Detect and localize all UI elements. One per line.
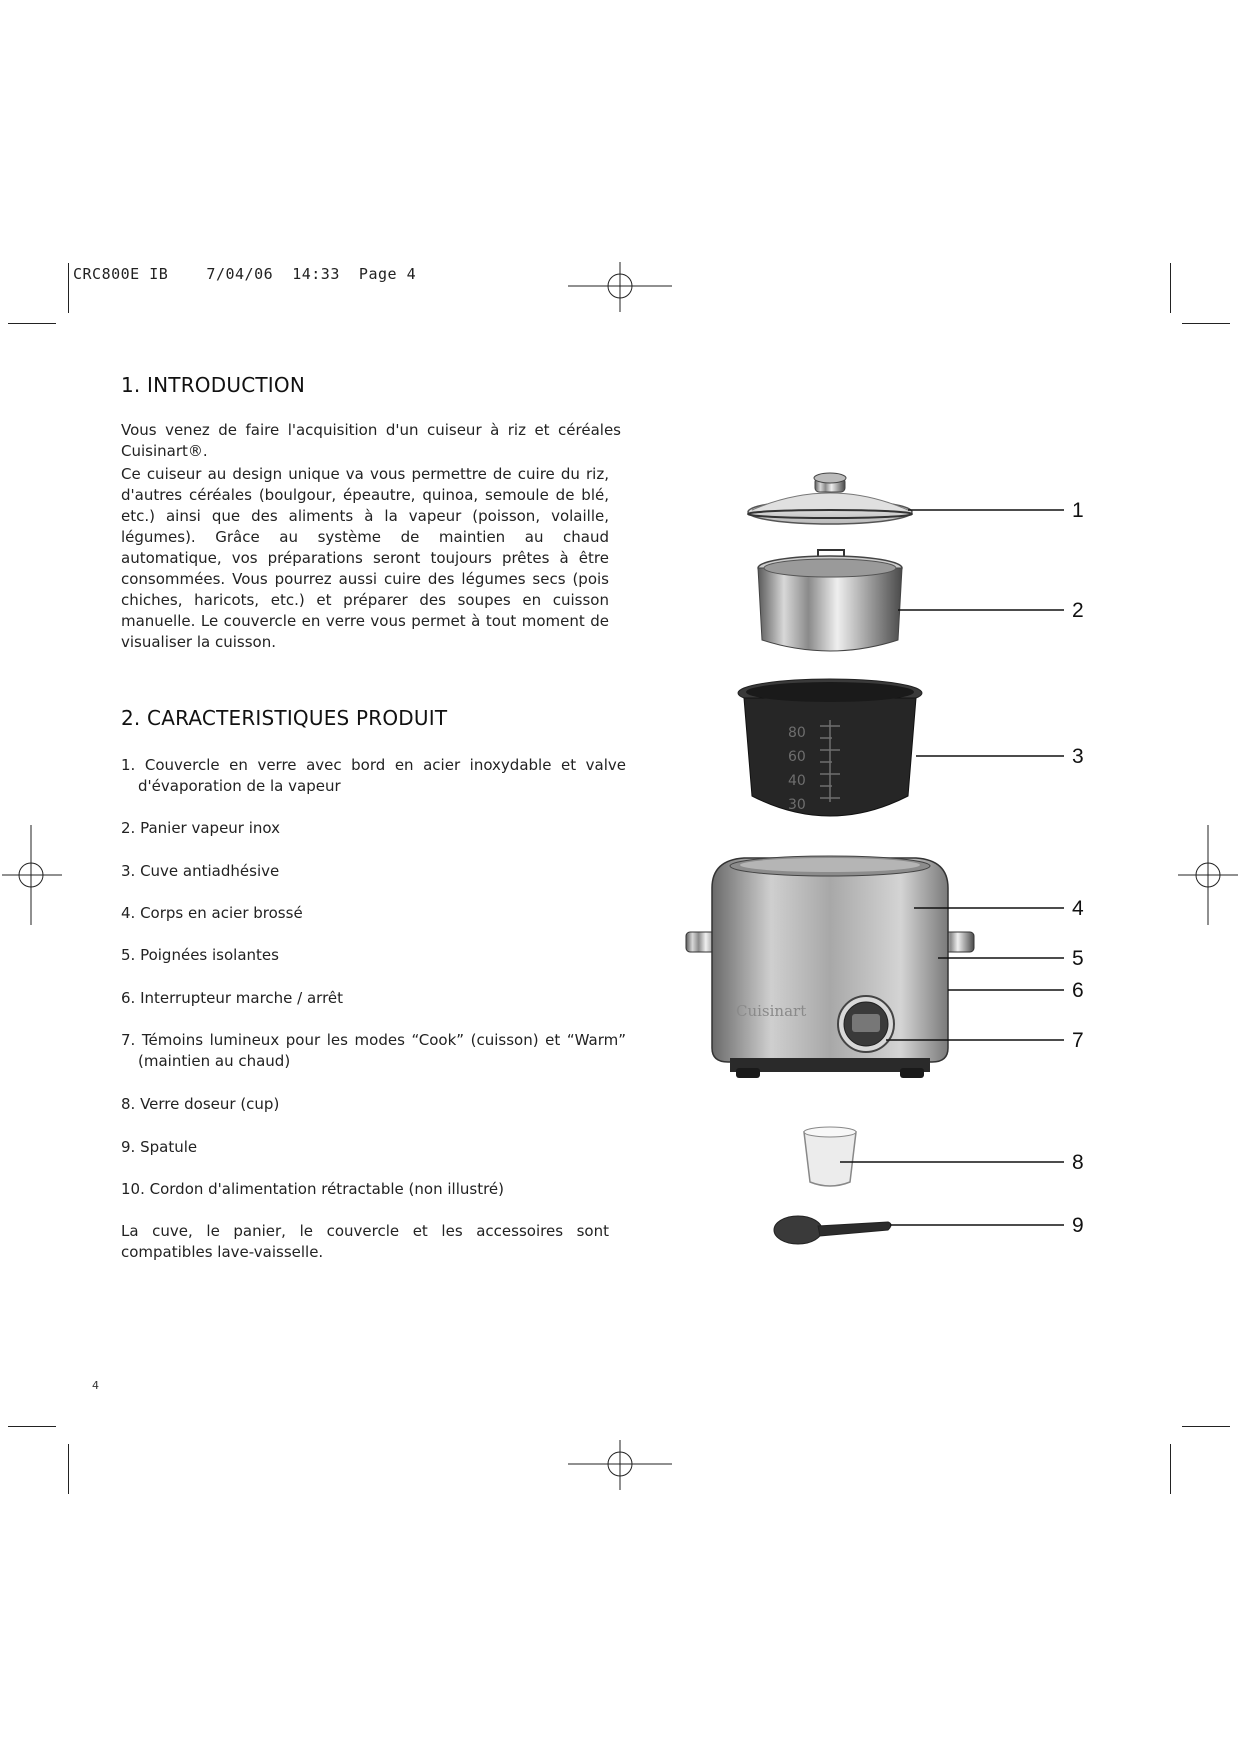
callout-4: 4 <box>1072 897 1084 920</box>
bowl-marking-80: 80 <box>788 725 806 741</box>
callout-8: 8 <box>1072 1151 1084 1174</box>
rice-spatula <box>774 1216 891 1244</box>
feature-item-4: 4. Corps en acier brossé <box>121 904 303 922</box>
callout-9: 9 <box>1072 1214 1084 1237</box>
feature-item-2: 2. Panier vapeur inox <box>121 819 281 837</box>
bowl-marking-60: 60 <box>788 749 806 765</box>
feature-item-9: 9. Spatule <box>121 1138 198 1156</box>
non-stick-bowl <box>738 679 922 816</box>
measuring-cup <box>804 1127 856 1186</box>
printer-slug-line: CRC800E IB 7/04/06 14:33 Page 4 <box>73 265 417 283</box>
intro-paragraph-2: Ce cuiseur au design unique va vous permettre de cuire du riz, d'autres céréales (boulgour, épeautre, quinoa, semoule de blé, etc.) ainsi que des aliments à la vapeur (poisson, volaille, légumes). Grâce au système de maintien au chaud automatique, vos préparations seront toujours prêtes à être consommées. Vous pourrez aussi cuire des légumes secs (pois chiches, haricots, etc.) et préparer des soupes en cuisson manuelle. Le couvercle en verre vous permet à tout moment de visualiser la cuisson. <box>121 465 609 651</box>
registration-mark-top <box>568 262 672 326</box>
callout-7: 7 <box>1072 1029 1084 1052</box>
dishwasher-note: La cuve, le panier, le couvercle et les accessoires sont compatibles lave-vaisselle. <box>121 1222 609 1261</box>
feature-item-8: 8. Verre doseur (cup) <box>121 1095 280 1113</box>
feature-item-7: 7. Témoins lumineux pour les modes “Cook” (cuisson) et “Warm” (maintien au chaud) <box>121 1031 626 1070</box>
section-title-introduction: 1. INTRODUCTION <box>121 373 305 397</box>
callout-2: 2 <box>1072 599 1084 622</box>
section-title-features: 2. CARACTERISTIQUES PRODUIT <box>121 706 448 730</box>
body-brand-logo: Cuisinart <box>736 1002 807 1020</box>
product-exploded-view <box>640 440 1120 1290</box>
steamer-basket <box>758 550 902 651</box>
callout-6: 6 <box>1072 979 1084 1002</box>
feature-item-1: 1. Couvercle en verre avec bord en acier inoxydable et valve d'évaporation de la vapeur <box>121 756 626 795</box>
feature-item-10: 10. Cordon d'alimentation rétractable (non illustré) <box>121 1180 504 1198</box>
callout-1: 1 <box>1072 499 1084 522</box>
glass-lid <box>748 473 912 524</box>
intro-paragraph-1: Vous venez de faire l'acquisition d'un cuiseur à riz et céréales Cuisinart®. <box>121 421 621 460</box>
registration-mark-right <box>1178 825 1238 925</box>
feature-item-6: 6. Interrupteur marche / arrêt <box>121 989 344 1007</box>
registration-mark-bottom <box>568 1440 672 1504</box>
callout-3: 3 <box>1072 745 1084 768</box>
cooker-body <box>686 856 974 1078</box>
bowl-marking-40: 40 <box>788 773 806 789</box>
bowl-marking-30: 30 <box>788 797 806 813</box>
callout-5: 5 <box>1072 947 1084 970</box>
feature-item-3: 3. Cuve antiadhésive <box>121 862 280 880</box>
page-number: 4 <box>92 1379 99 1392</box>
feature-item-5: 5. Poignées isolantes <box>121 946 279 964</box>
registration-mark-left <box>2 825 62 925</box>
